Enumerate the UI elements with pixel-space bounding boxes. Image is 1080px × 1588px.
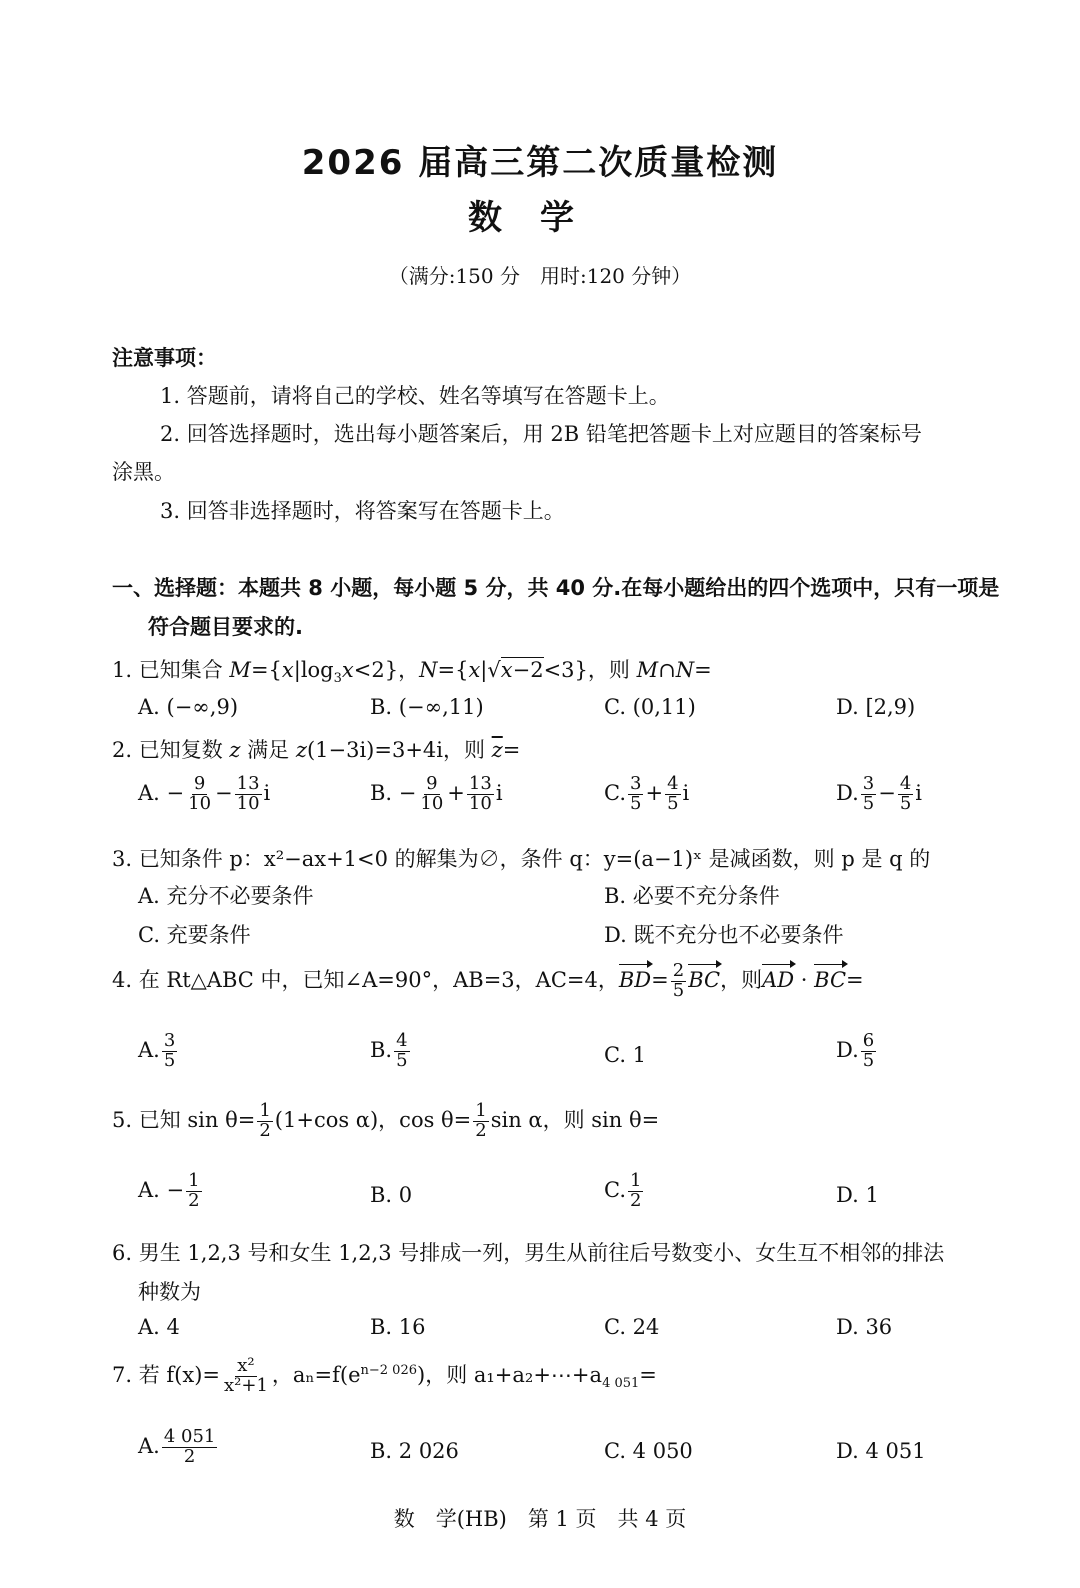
option-1a[interactable]: A. (−∞,9) [138, 695, 239, 719]
notes-heading: 注意事项： [112, 346, 217, 370]
option-5c[interactable]: C. $\frac{1}{2}$ [604, 1170, 642, 1211]
option-1c[interactable]: C. (0,11) [604, 695, 696, 719]
option-2b[interactable]: B. − $\frac{9}{10}$ + $\frac{13}{10}$ i [370, 773, 503, 814]
note-item: 涂黑。 [112, 460, 175, 484]
option-1b[interactable]: B. (−∞,11) [370, 695, 484, 719]
option-7d[interactable]: D. 4 051 [836, 1439, 926, 1463]
option-7c[interactable]: C. 4 050 [604, 1439, 693, 1463]
option-4a[interactable]: A. $\frac{3}{5}$ [138, 1030, 176, 1071]
option-3d[interactable]: D. 既不充分也不必要条件 [604, 923, 844, 947]
question-7: 7. 若 f(x)= $\frac{\text{x²}}{\text{x²+1}}$ ，$a_n=f(e^{n-2 026})$，则 $a_1+a_2+\cdots+a_{4 051}=$ [112, 1355, 657, 1396]
note-item: 3. 回答非选择题时，将答案写在答题卡上。 [160, 499, 565, 523]
option-5b[interactable]: B. 0 [370, 1183, 413, 1207]
note-item: 1. 答题前，请将自己的学校、姓名等填写在答题卡上。 [160, 384, 670, 408]
question-2: 2. 已知复数 z 满足 z(1−3i)=3+4i，则 $\overline{z}=$ [112, 738, 521, 762]
option-2c[interactable]: C. $\frac{3}{5}$ + $\frac{4}{5}$ i [604, 773, 690, 814]
option-6d[interactable]: D. 36 [836, 1315, 893, 1339]
option-6b[interactable]: B. 16 [370, 1315, 426, 1339]
question-1: 1. 已知集合 $M=\{x|\log_3x<2\}$，N={x|√x−2<3}，则 M∩N= [112, 658, 712, 687]
page-footer: 数 学(HB) 第 1 页 共 4 页 [393, 1507, 687, 1531]
question-6-cont: 种数为 [138, 1280, 201, 1304]
subject-title: 数学 [468, 198, 612, 238]
option-4c[interactable]: C. 1 [604, 1043, 647, 1067]
option-5d[interactable]: D. 1 [836, 1183, 879, 1207]
exam-title: 2026 届高三第二次质量检测 [301, 143, 779, 183]
section-heading-cont: 符合题目要求的. [148, 615, 303, 639]
question-5: 5. 已知 sin θ= $\frac{1}{2}$ (1+cos α)，cos θ= $\frac{1}{2}$ sin α，则 sin θ= [112, 1100, 660, 1141]
option-7a[interactable]: A. $\frac{4 051}{2}$ [138, 1426, 216, 1467]
option-4d[interactable]: D. $\frac{6}{5}$ [836, 1030, 875, 1071]
option-2a[interactable]: A. − $\frac{9}{10}$ − $\frac{13}{10}$ i [138, 773, 271, 814]
exam-meta: （满分:150 分 用时:120 分钟） [388, 264, 692, 288]
note-item: 2. 回答选择题时，选出每小题答案后，用 2B 铅笔把答题卡上对应题目的答案标号 [160, 422, 922, 446]
option-3a[interactable]: A. 充分不必要条件 [138, 884, 314, 908]
option-6c[interactable]: C. 24 [604, 1315, 660, 1339]
option-6a[interactable]: A. 4 [138, 1315, 180, 1339]
option-7b[interactable]: B. 2 026 [370, 1439, 459, 1463]
option-5a[interactable]: A. − $\frac{1}{2}$ [138, 1170, 200, 1211]
question-3: 3. 已知条件 p：x²−ax+1<0 的解集为∅，条件 q：y=(a−1)ˣ 是减函数，则 p 是 q 的 [112, 847, 931, 871]
option-2d[interactable]: D. $\frac{3}{5}$ − $\frac{4}{5}$ i [836, 773, 922, 814]
question-6: 6. 男生 1,2,3 号和女生 1,2,3 号排成一列，男生从前往后号数变小、女生互不相邻的排法 [112, 1241, 945, 1265]
option-1d[interactable]: D. [2,9) [836, 695, 916, 719]
option-4b[interactable]: B. $\frac{4}{5}$ [370, 1030, 408, 1071]
section-heading: 一、选择题：本题共 8 小题，每小题 5 分，共 40 分.在每小题给出的四个选项中，只有一项是 [112, 576, 1000, 600]
question-4: 4. 在 Rt△ABC 中，已知∠A=90°，AB=3，AC=4，BD= $\frac{2}{5}$ BC，则AD · BC= [112, 960, 864, 1001]
option-3b[interactable]: B. 必要不充分条件 [604, 884, 780, 908]
option-3c[interactable]: C. 充要条件 [138, 923, 251, 947]
